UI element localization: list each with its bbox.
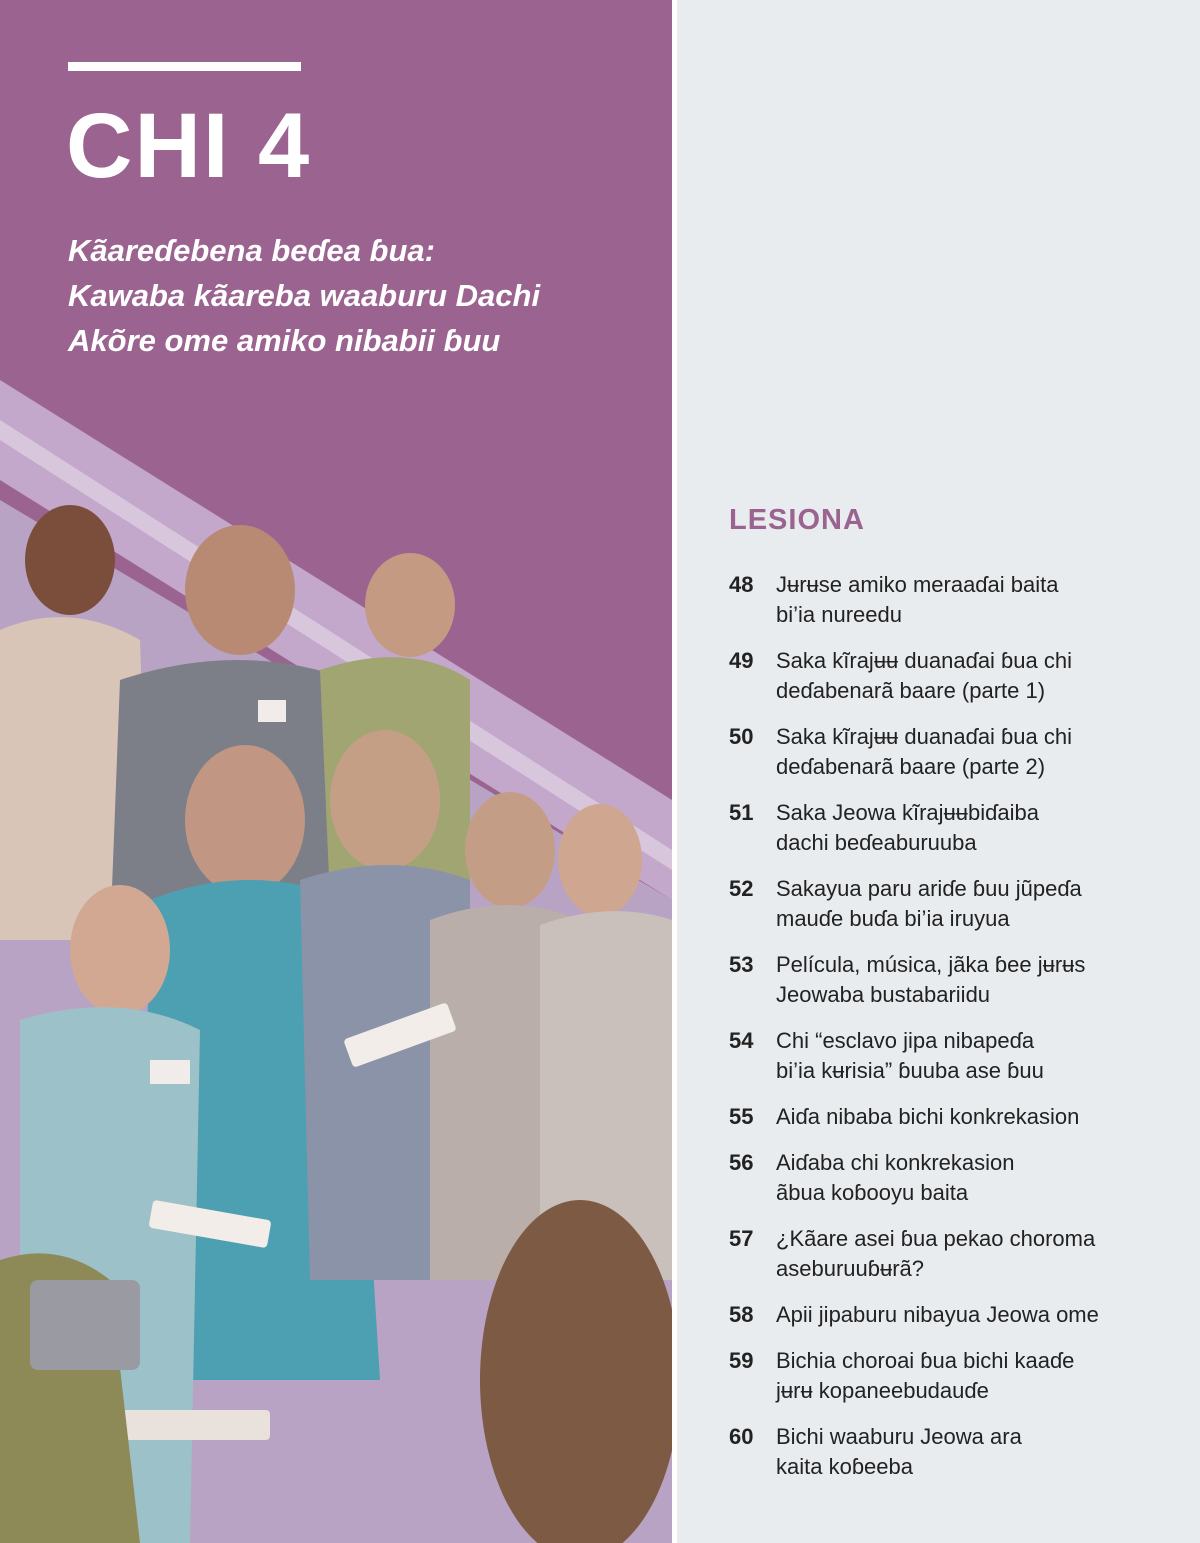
lesson-title-line: Chi “esclavo jipa nibapeɗa bbox=[776, 1028, 1035, 1053]
lesson-item[interactable] bbox=[729, 1422, 1169, 1482]
name-badge bbox=[150, 1060, 190, 1084]
lesson-item[interactable] bbox=[729, 874, 1169, 934]
lesson-number: 59 bbox=[729, 1348, 754, 1373]
lesson-title bbox=[776, 950, 1169, 1010]
lesson-item[interactable] bbox=[729, 1300, 1169, 1330]
lesson-title bbox=[776, 1026, 1169, 1086]
lesson-number: 57 bbox=[729, 1226, 754, 1251]
person-head bbox=[25, 505, 115, 615]
lessons-heading: LESIONA bbox=[729, 504, 865, 536]
lesson-number: 56 bbox=[729, 1150, 754, 1175]
person-head bbox=[465, 792, 555, 908]
lesson-list bbox=[729, 570, 1169, 1482]
lesson-number: 50 bbox=[729, 724, 754, 749]
lesson-title bbox=[776, 570, 1169, 630]
lesson-title-line: dachi beɗeaburuuba bbox=[776, 830, 977, 855]
name-badge bbox=[258, 700, 286, 722]
lesson-title-line: Aiɗa nibaba bichi konkrekasion bbox=[776, 1104, 1080, 1129]
lesson-title bbox=[776, 646, 1169, 706]
lesson-title-line: Jeowaba bustabariidu bbox=[776, 982, 991, 1007]
subtitle-line: Kãareɗebena beɗea ɓua: bbox=[68, 233, 435, 268]
lesson-title-line: Jʉrʉse amiko meraaɗai baita bbox=[776, 572, 1059, 597]
lesson-title-line: aseburuuɓʉrã? bbox=[776, 1256, 925, 1281]
lesson-title-line: kaita koɓeeba bbox=[776, 1454, 913, 1479]
lesson-number: 54 bbox=[729, 1028, 754, 1053]
lesson-number: 48 bbox=[729, 572, 754, 597]
lesson-item[interactable] bbox=[729, 798, 1169, 858]
lesson-title-line: Saka kĩrajʉʉ duanaɗai ɓua chi bbox=[776, 724, 1072, 749]
lesson-title-line: jʉrʉ kopaneebudauɗe bbox=[776, 1378, 989, 1403]
lesson-title-line: Sakayua paru ariɗe ɓuu jũpeɗa bbox=[776, 876, 1082, 901]
lesson-title-line: Apii jipaburu nibayua Jeowa ome bbox=[776, 1302, 1099, 1327]
lesson-item[interactable] bbox=[729, 1346, 1169, 1406]
lesson-number: 49 bbox=[729, 648, 754, 673]
lesson-item[interactable] bbox=[729, 950, 1169, 1010]
lesson-title-line: bi’ia nureedu bbox=[776, 602, 902, 627]
person-head bbox=[558, 804, 642, 916]
person-head bbox=[185, 525, 295, 655]
lesson-number: 53 bbox=[729, 952, 754, 977]
lesson-title-line: Bichia choroai ɓua bichi kaaɗe bbox=[776, 1348, 1075, 1373]
lesson-title-line: bi’ia kʉrisia” ɓuuba ase ɓuu bbox=[776, 1058, 1044, 1083]
person-head bbox=[365, 553, 455, 657]
lesson-number: 55 bbox=[729, 1104, 754, 1129]
lesson-number: 52 bbox=[729, 876, 754, 901]
person-head bbox=[330, 730, 440, 870]
lesson-title-line: Aiɗaba chi konkrekasion bbox=[776, 1150, 1015, 1175]
title-rule bbox=[68, 62, 301, 71]
lesson-title-line: ¿Kãare asei ɓua pekao choroma bbox=[776, 1226, 1096, 1251]
lesson-title-line: mauɗe buɗa bi’ia iruyua bbox=[776, 906, 1010, 931]
congregation-meeting-illustration bbox=[0, 380, 672, 1543]
lesson-title bbox=[776, 1102, 1169, 1132]
lesson-item[interactable] bbox=[729, 1148, 1169, 1208]
lesson-title-line: Bichi waaburu Jeowa ara bbox=[776, 1424, 1022, 1449]
lesson-item[interactable] bbox=[729, 1102, 1169, 1132]
lesson-title bbox=[776, 1224, 1169, 1284]
lesson-item[interactable] bbox=[729, 722, 1169, 782]
lesson-title bbox=[776, 722, 1169, 782]
lesson-title bbox=[776, 1422, 1169, 1482]
lesson-title-line: deɗabenarã baare (parte 2) bbox=[776, 754, 1046, 779]
part-subtitle bbox=[68, 228, 648, 363]
part-title: CHI 4 bbox=[66, 95, 312, 197]
lesson-title bbox=[776, 874, 1169, 934]
lesson-title bbox=[776, 1346, 1169, 1406]
lesson-title bbox=[776, 798, 1169, 858]
subtitle-line: Kawaba kãareba waaburu Dachi bbox=[68, 278, 541, 313]
lesson-title bbox=[776, 1300, 1169, 1330]
person-head bbox=[185, 745, 305, 895]
handbag bbox=[30, 1280, 140, 1370]
lesson-number: 60 bbox=[729, 1424, 754, 1449]
lesson-title-line: Película, música, jãka ɓee jʉrʉs bbox=[776, 952, 1086, 977]
lesson-title-line: deɗabenarã baare (parte 1) bbox=[776, 678, 1046, 703]
lesson-item[interactable] bbox=[729, 1026, 1169, 1086]
lesson-title-line: Saka Jeowa kĩrajʉʉbiɗaiba bbox=[776, 800, 1039, 825]
lesson-title-line: ãbua koɓooyu baita bbox=[776, 1180, 969, 1205]
lesson-item[interactable] bbox=[729, 1224, 1169, 1284]
lesson-title bbox=[776, 1148, 1169, 1208]
lesson-number: 51 bbox=[729, 800, 754, 825]
lesson-item[interactable] bbox=[729, 646, 1169, 706]
lesson-item[interactable] bbox=[729, 570, 1169, 630]
person-head bbox=[70, 885, 170, 1015]
lesson-title-line: Saka kĩrajʉʉ duanaɗai ɓua chi bbox=[776, 648, 1072, 673]
subtitle-line: Akõre ome amiko nibabii ɓuu bbox=[68, 323, 501, 358]
lesson-number: 58 bbox=[729, 1302, 754, 1327]
